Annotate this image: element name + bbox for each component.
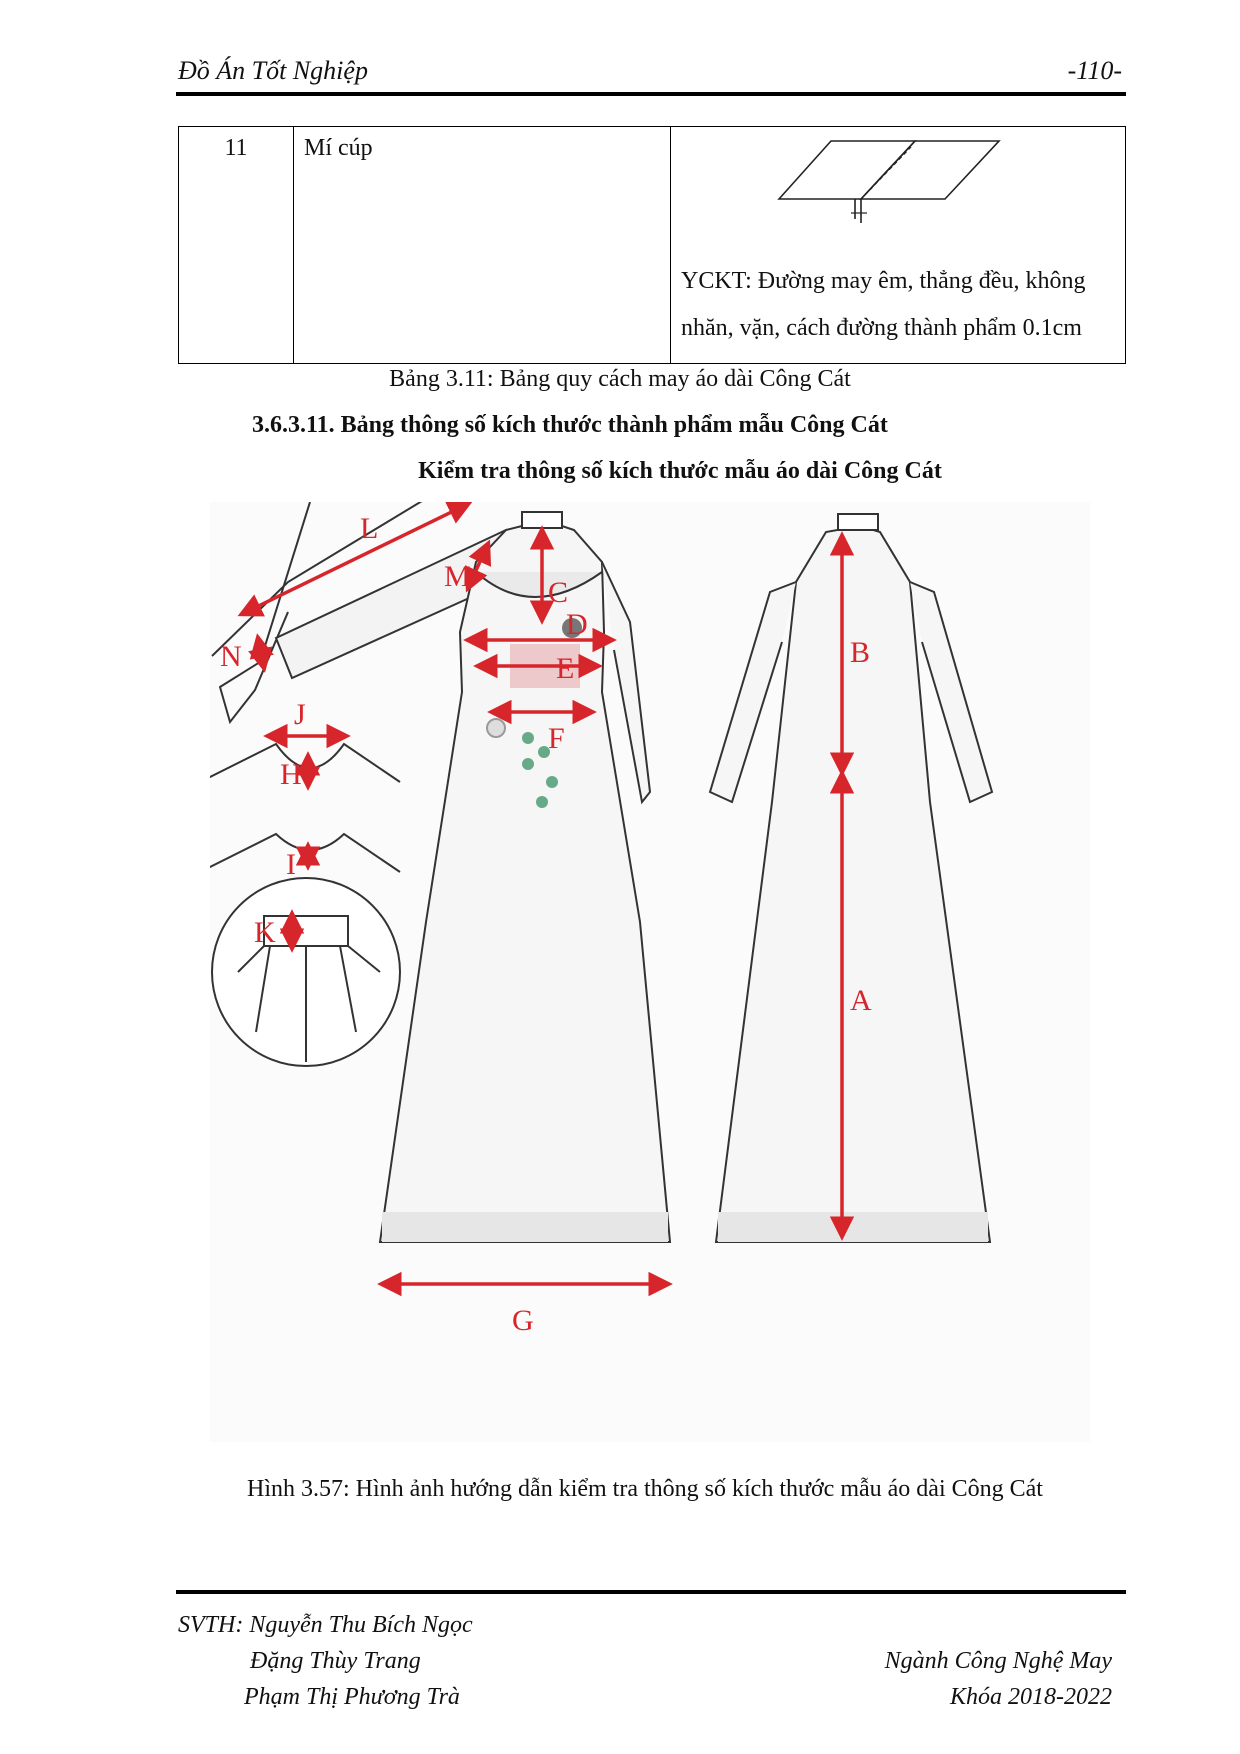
requirement-line-1: : Đường may êm, thẳng đều, không — [745, 268, 1086, 294]
label-D: D — [566, 608, 588, 641]
label-B: B — [850, 636, 871, 669]
requirement-text — [681, 258, 1115, 352]
table-caption: Bảng 3.11: Bảng quy cách may áo dài Công Cát — [389, 366, 851, 392]
label-N: N — [220, 640, 242, 673]
page-number: -110- — [1067, 56, 1122, 85]
student-name-1: Nguyễn Thu Bích Ngọc — [249, 1612, 473, 1638]
label-K: K — [254, 916, 276, 949]
label-C: C — [548, 576, 569, 609]
seam-diagram — [681, 127, 1101, 247]
label-A: A — [850, 984, 872, 1017]
figure-caption: Hình 3.57: Hình ảnh hướng dẫn kiểm tra thông số kích thước mẫu áo dài Công Cát — [247, 1476, 1043, 1502]
row-number: 11 — [179, 127, 294, 364]
section-heading: 3.6.3.11. Bảng thông số kích thước thành phẩm mẫu Công Cát — [252, 412, 888, 438]
spec-table — [178, 126, 1126, 364]
footer-svth — [178, 1612, 473, 1639]
student-name-3: Phạm Thị Phương Trà — [244, 1684, 460, 1710]
footer-major: Ngành Công Nghệ May — [884, 1648, 1112, 1674]
table-row — [179, 127, 1126, 364]
svth-label: SVTH: — [178, 1612, 244, 1638]
row-figure-cell — [671, 127, 1126, 364]
label-J: J — [294, 698, 306, 731]
label-I: I — [286, 848, 296, 881]
label-E: E — [556, 652, 575, 685]
student-name-2: Đặng Thùy Trang — [250, 1648, 421, 1674]
garment-drawing — [210, 502, 1090, 1442]
label-F: F — [548, 722, 565, 755]
label-L: L — [360, 512, 379, 545]
requirement-line-2: nhăn, vặn, cách đường thành phẩm 0.1cm — [681, 315, 1082, 341]
figure-title: Kiểm tra thông số kích thước mẫu áo dài Công Cát — [418, 458, 942, 484]
footer-course: Khóa 2018-2022 — [950, 1684, 1112, 1710]
header-title: Đồ Án Tốt Nghiệp — [178, 56, 368, 85]
label-G: G — [512, 1304, 534, 1337]
label-M: M — [444, 560, 471, 593]
requirement-label: YCKT — [681, 268, 746, 294]
measurement-figure — [210, 502, 1090, 1442]
header-rule — [176, 92, 1126, 96]
footer-rule — [176, 1590, 1126, 1594]
label-H: H — [280, 758, 302, 791]
row-name: Mí cúp — [294, 127, 671, 364]
